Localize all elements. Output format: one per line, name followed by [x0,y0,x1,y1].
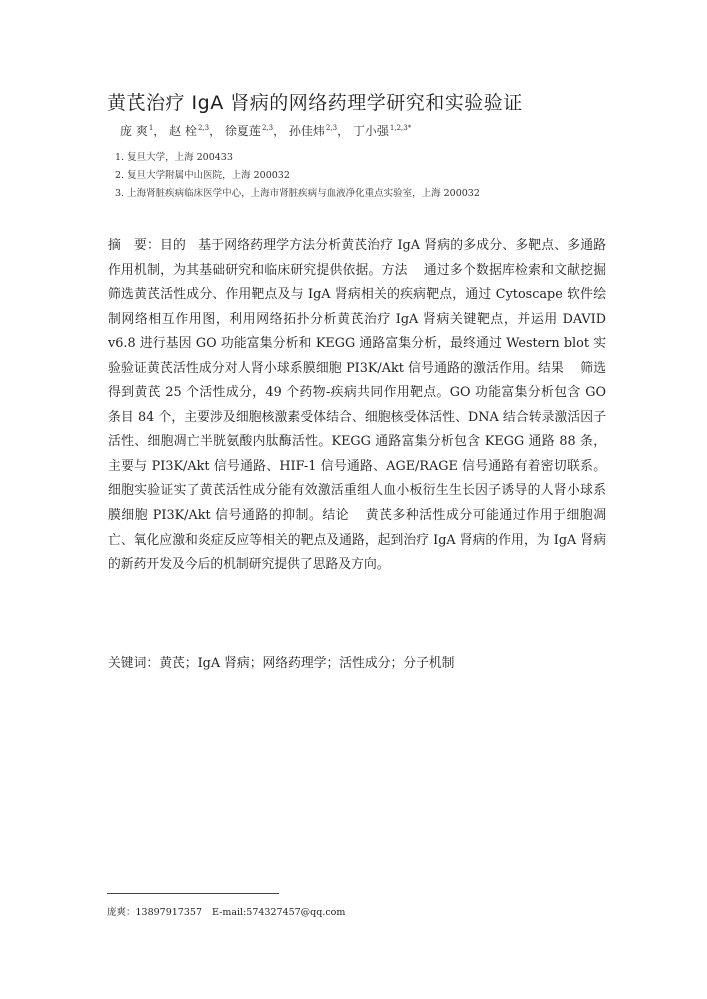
author-name: 孙佳炜 [288,124,325,138]
author-name: 赵 栓 [169,124,197,138]
results-text: 筛选得到黄芪 25 个活性成分，49 个药物-疾病共同作用靶点。GO 功能富集分析包含 GO 条目 84 个，主要涉及细胞核激素受体结合、细胞核受体活性、DNA 结合转录激活因子活性、细胞凋亡半胱氨酸内肽酶活性。KEGG 通路富集分析包含 KEGG 通路 88 条，主要与 PI3K/Akt 信号通路、HIF-1 信号通路、AGE/RAGE 信号通路有着密切联系。细胞实验证实了黄芪活性成分能有效激活重组人血小板衍生生长因子诱导的人肾小球系膜细胞 PI3K/Akt 信号通路的抑制。 [108,360,607,524]
affiliation-1: 1. 复旦大学，上海 200433 [115,152,233,163]
author-affiliation-mark: 1,2,3* [389,124,412,132]
author-affiliation-mark: 1 [148,124,154,132]
objective-label: 目的 [160,238,186,253]
affiliation-3: 3. 上海肾脏疾病临床医学中心，上海市肾脏疾病与血液净化重点实验室，上海 200032 [115,188,480,199]
conclusion-text: 黄芪多种活性成分可能通过作用于细胞凋亡、氧化应激和炎症反应等相关的靶点及通路，起到治疗 IgA 肾病的作用，为 IgA 肾病的新药开发及今后的机制研究提供了思路及方向。 [108,508,607,573]
footnote-email: E-mail:574327457@qq.com [212,907,346,918]
keywords-label: 关键词： [108,656,160,671]
abstract-label: 摘 要： [108,238,160,253]
footnote-divider [107,893,279,894]
author-affiliation-mark: 2,3 [261,124,274,132]
conclusion-label: 结论 [322,508,350,524]
paper-title: 黄芪治疗 IgA 肾病的网络药理学研究和实验验证 [107,92,523,114]
keywords-line [108,652,454,671]
author-name: 庞 爽 [120,124,148,138]
footnote-author: 庞爽：13897917357 [107,907,202,918]
methods-text: 通过多个数据库检索和文献挖掘筛选黄芪活性成分、作用靶点及与 IgA 肾病相关的疾病靶点，通过 Cytoscape 软件绘制网络相互作用图，利用网络拓扑分析黄芪治疗 IgA 肾病关键靶点，并运用 DAVID v6.8 进行基因 GO 功能富集分析和 KEGG 通路富集分析，最终通过 Western blot 实验验证黄芪活性成分对人肾小球系膜细胞 PI3K/Akt 信号通路的激活作用。 [108,262,607,376]
author-affiliation-mark: 2,3 [197,124,210,132]
author-affiliation-mark: 2,3 [325,124,338,132]
abstract-body [108,234,606,578]
keywords-text: 黄芪；IgA 肾病；网络药理学；活性成分；分子机制 [159,656,455,671]
author-name: 徐夏莲 [224,124,261,138]
results-label: 结果 [538,360,565,376]
footnote [107,904,345,918]
methods-label: 方法 [381,262,408,278]
objective-text: 基于网络药理学方法分析黄芪治疗 IgA 肾病的多成分、多靶点、多通路作用机制，为其基础研究和临床研究提供依据。 [108,238,607,278]
author-name: 丁小强 [352,124,389,138]
affiliation-2: 2. 复旦大学附属中山医院，上海 200032 [115,170,290,181]
author-list: 庞 爽$^1$， 赵 栓$^{2,3}$， 徐夏莲$^{2,3}$， 孙佳炜$^{2,3}$， 丁小强$^{1,2,3*}$ [120,124,412,138]
